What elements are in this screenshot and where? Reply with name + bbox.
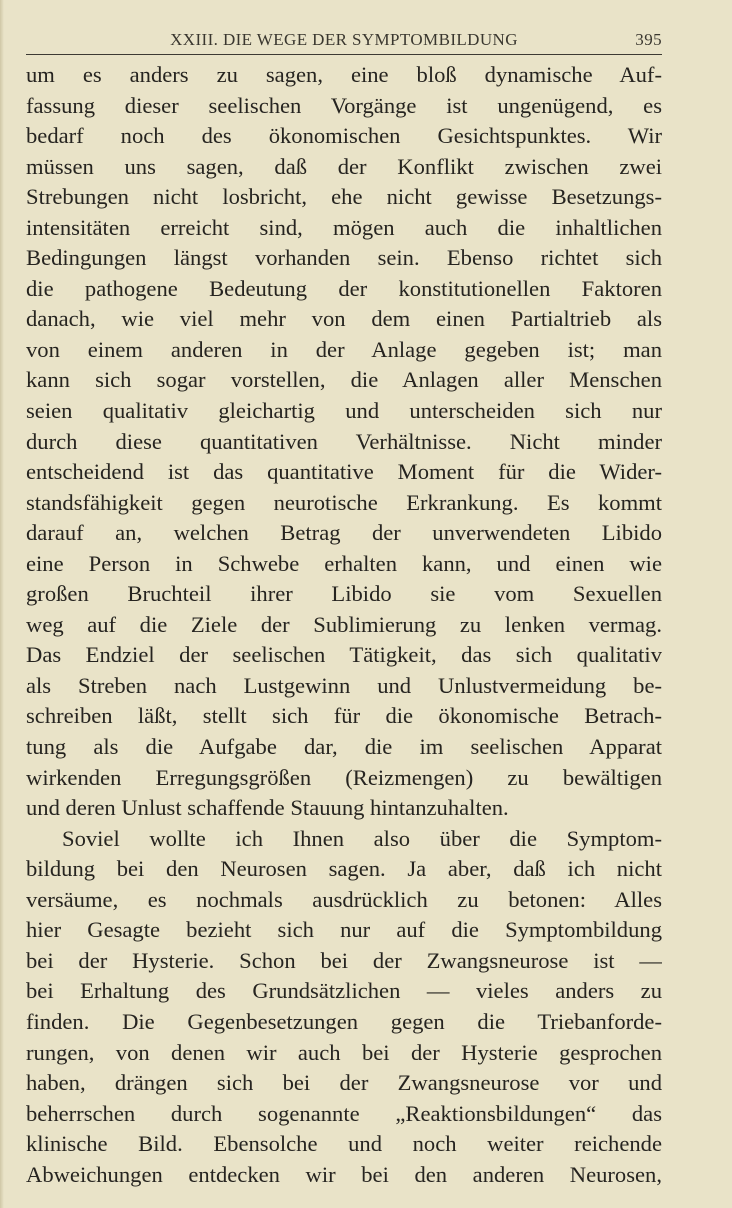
text-line: finden. Die Gegenbesetzungen gegen die Triebanforde-	[26, 1008, 662, 1034]
header-rule	[26, 54, 662, 55]
running-header	[26, 30, 662, 54]
page-number: 395	[635, 30, 662, 49]
text-line: und deren Unlust schaffende Stauung hintanzuhalten.	[26, 795, 509, 821]
text-line: Strebungen nicht losbricht, ehe nicht gewisse Besetzungs-	[26, 184, 662, 210]
text-line: weg auf die Ziele der Sublimierung zu lenken vermag.	[26, 611, 662, 637]
text-line: großen Bruchteil ihrer Libido sie vom Sexuellen	[26, 581, 662, 607]
text-line: beherrschen durch sogenannte „Reaktionsbildungen“ das	[26, 1100, 662, 1126]
text-line: Abweichungen entdecken wir bei den anderen Neurosen,	[26, 1161, 662, 1187]
paragraph-start-line: Soviel wollte ich Ihnen also über die Symptom-	[62, 825, 662, 851]
text-line: bildung bei den Neurosen sagen. Ja aber, daß ich nicht	[26, 856, 662, 882]
text-line: durch diese quantitativen Verhältnisse. Nicht minder	[26, 428, 662, 454]
text-line: danach, wie viel mehr von dem einen Partialtrieb als	[26, 306, 662, 332]
text-line: schreiben läßt, stellt sich für die ökonomische Betrach-	[26, 703, 662, 729]
text-line: haben, drängen sich bei der Zwangsneurose vor und	[26, 1070, 662, 1096]
text-line: seien qualitativ gleichartig und unterscheiden sich nur	[26, 398, 662, 424]
text-line: rungen, von denen wir auch bei der Hysterie gesprochen	[26, 1039, 662, 1065]
text-line: müssen uns sagen, daß der Konflikt zwischen zwei	[26, 153, 662, 179]
text-line: wirkenden Erregungsgrößen (Reizmengen) zu bewältigen	[26, 764, 662, 790]
text-line: intensitäten erreicht sind, mögen auch die inhaltlichen	[26, 214, 662, 240]
running-title: XXIII. DIE WEGE DER SYMPTOMBILDUNG	[170, 30, 518, 49]
text-line: bei Erhaltung des Grundsätzlichen — vieles anders zu	[26, 978, 662, 1004]
text-line: tung als die Aufgabe dar, die im seelischen Apparat	[26, 734, 662, 760]
text-line: von einem anderen in der Anlage gegeben ist; man	[26, 336, 662, 362]
text-line: darauf an, welchen Betrag der unverwendeten Libido	[26, 520, 662, 546]
text-line: fassung dieser seelischen Vorgänge ist ungenügend, es	[26, 92, 662, 118]
text-line: klinische Bild. Ebensolche und noch weiter reichende	[26, 1131, 662, 1157]
text-line: um es anders zu sagen, eine bloß dynamische Auf-	[26, 62, 662, 87]
text-line: Bedingungen längst vorhanden sein. Ebenso richtet sich	[26, 245, 662, 271]
text-line: versäume, es nochmals ausdrücklich zu betonen: Alles	[26, 886, 662, 912]
text-line: die pathogene Bedeutung der konstitutionellen Faktoren	[26, 275, 662, 301]
text-line: eine Person in Schwebe erhalten kann, und einen wie	[26, 550, 662, 576]
text-line: als Streben nach Lustgewinn und Unlustvermeidung be-	[26, 672, 662, 698]
text-line: entscheidend ist das quantitative Moment für die Wider-	[26, 459, 662, 485]
body-text	[26, 60, 662, 1190]
text-line: Das Endziel der seelischen Tätigkeit, das sich qualitativ	[26, 642, 662, 668]
text-line: hier Gesagte bezieht sich nur auf die Symptombildung	[26, 917, 662, 943]
text-line: kann sich sogar vorstellen, die Anlagen aller Menschen	[26, 367, 662, 393]
page-edge-shadow	[0, 0, 4, 1208]
text-line: standsfähigkeit gegen neurotische Erkrankung. Es kommt	[26, 489, 662, 515]
text-line: bedarf noch des ökonomischen Gesichtspunktes. Wir	[26, 123, 662, 149]
text-line: bei der Hysterie. Schon bei der Zwangsneurose ist —	[26, 947, 662, 973]
